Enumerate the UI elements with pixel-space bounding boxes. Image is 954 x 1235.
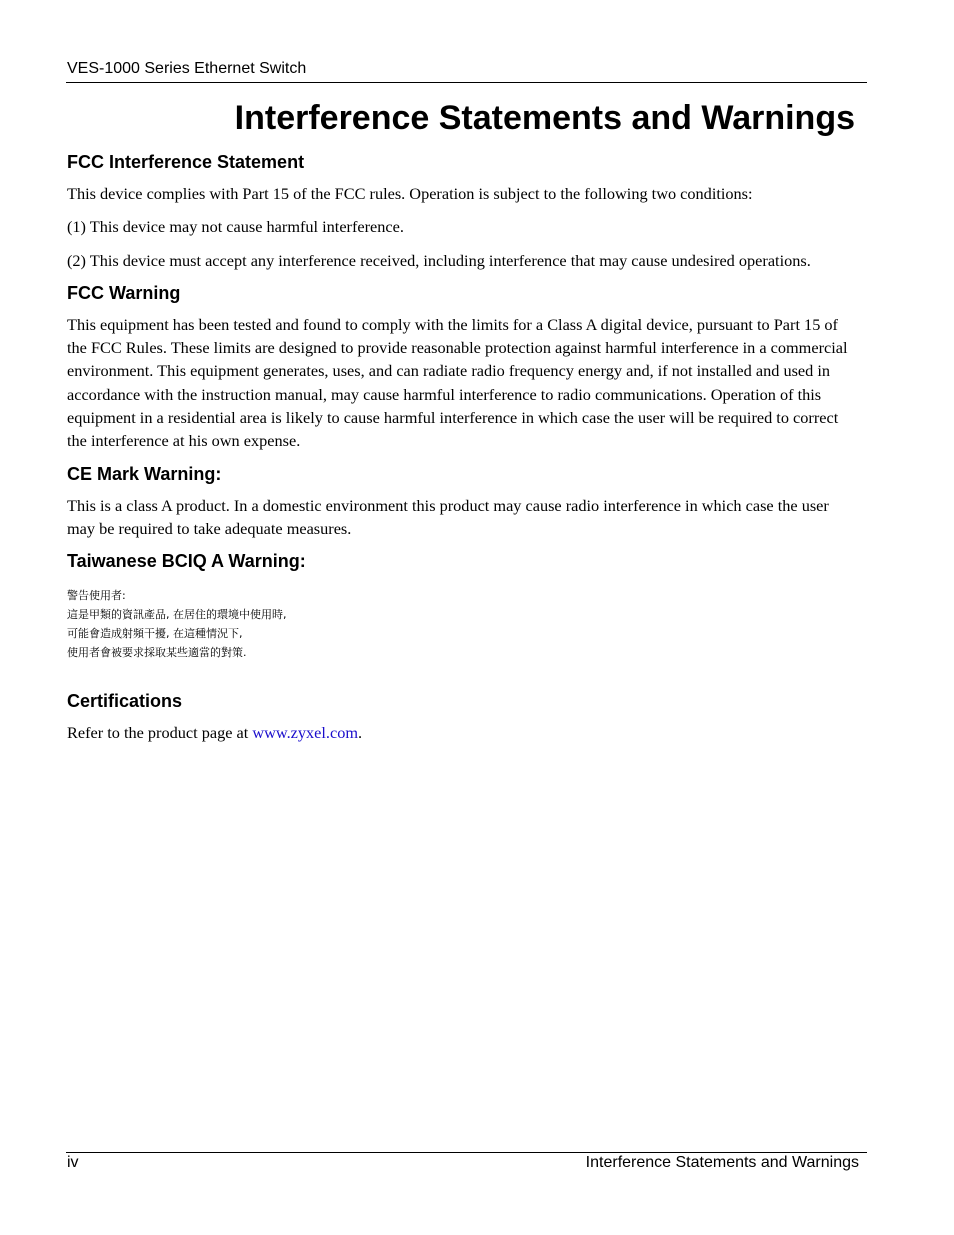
fcc-warning-para: This equipment has been tested and found to comply with the limits for a Class A digital device, pursuant to Part 15 of the FCC Rules. These limits are designed to provide reasonable protection against harmful interference in a commercial environment. This equipment generates, uses, and can radiate radio frequency energy and, if not installed and used in accordance with the instruction manual, may cause harmful interference to radio communications. Operation of this equipment in a residential area is likely to cause harmful interference in which case the user will be required to correct the interference at his own expense. <box>67 314 848 451</box>
taiwan-warning-line: 可能會造成射頻干擾, 在這種情況下, <box>67 627 243 641</box>
certifications-para <box>67 721 857 744</box>
ce-warning-section <box>67 463 857 541</box>
fcc-statement-para-1: This device complies with Part 15 of the FCC rules. Operation is subject to the following two conditions: <box>67 184 753 203</box>
taiwan-warning-section <box>67 550 857 662</box>
footer-rule <box>66 1152 867 1153</box>
certifications-heading: Certifications <box>67 691 183 712</box>
page-number: iv <box>67 1154 79 1171</box>
footer-section-title: Interference Statements and Warnings <box>585 1154 859 1171</box>
ce-warning-heading: CE Mark Warning: <box>67 463 222 484</box>
fcc-statement-para-2: (1) This device may not cause harmful interference. <box>67 217 404 237</box>
fcc-statement-section <box>67 151 857 272</box>
certifications-section <box>67 690 857 744</box>
running-header: VES-1000 Series Ethernet Switch <box>67 60 307 77</box>
fcc-warning-section <box>67 282 857 453</box>
page-title: Interference Statements and Warnings <box>234 99 855 137</box>
fcc-statement-para-3: (2) This device must accept any interference received, including interference that may cause undesired operations. <box>67 250 811 270</box>
ce-warning-para: This is a class A product. In a domestic environment this product may cause radio interference in which case the user may be required to take adequate measures. <box>67 495 829 538</box>
certifications-text: Refer to the product page at <box>67 723 253 743</box>
fcc-statement-heading: FCC Interference Statement <box>67 152 305 172</box>
taiwan-warning-text <box>67 586 857 662</box>
taiwan-warning-line: 這是甲類的資訊產品, 在居住的環境中使用時, <box>67 608 287 622</box>
certifications-text-end: . <box>358 723 363 743</box>
taiwan-warning-line: 使用者會被要求採取某些適當的對策. <box>67 646 247 660</box>
header-rule <box>66 82 867 83</box>
page-content <box>67 151 857 755</box>
zyxel-link[interactable]: www.zyxel.com <box>252 723 359 743</box>
fcc-warning-heading: FCC Warning <box>67 282 181 303</box>
taiwan-warning-line: 警告使用者: <box>67 589 126 603</box>
taiwan-warning-heading: Taiwanese BCIQ A Warning: <box>67 551 306 572</box>
